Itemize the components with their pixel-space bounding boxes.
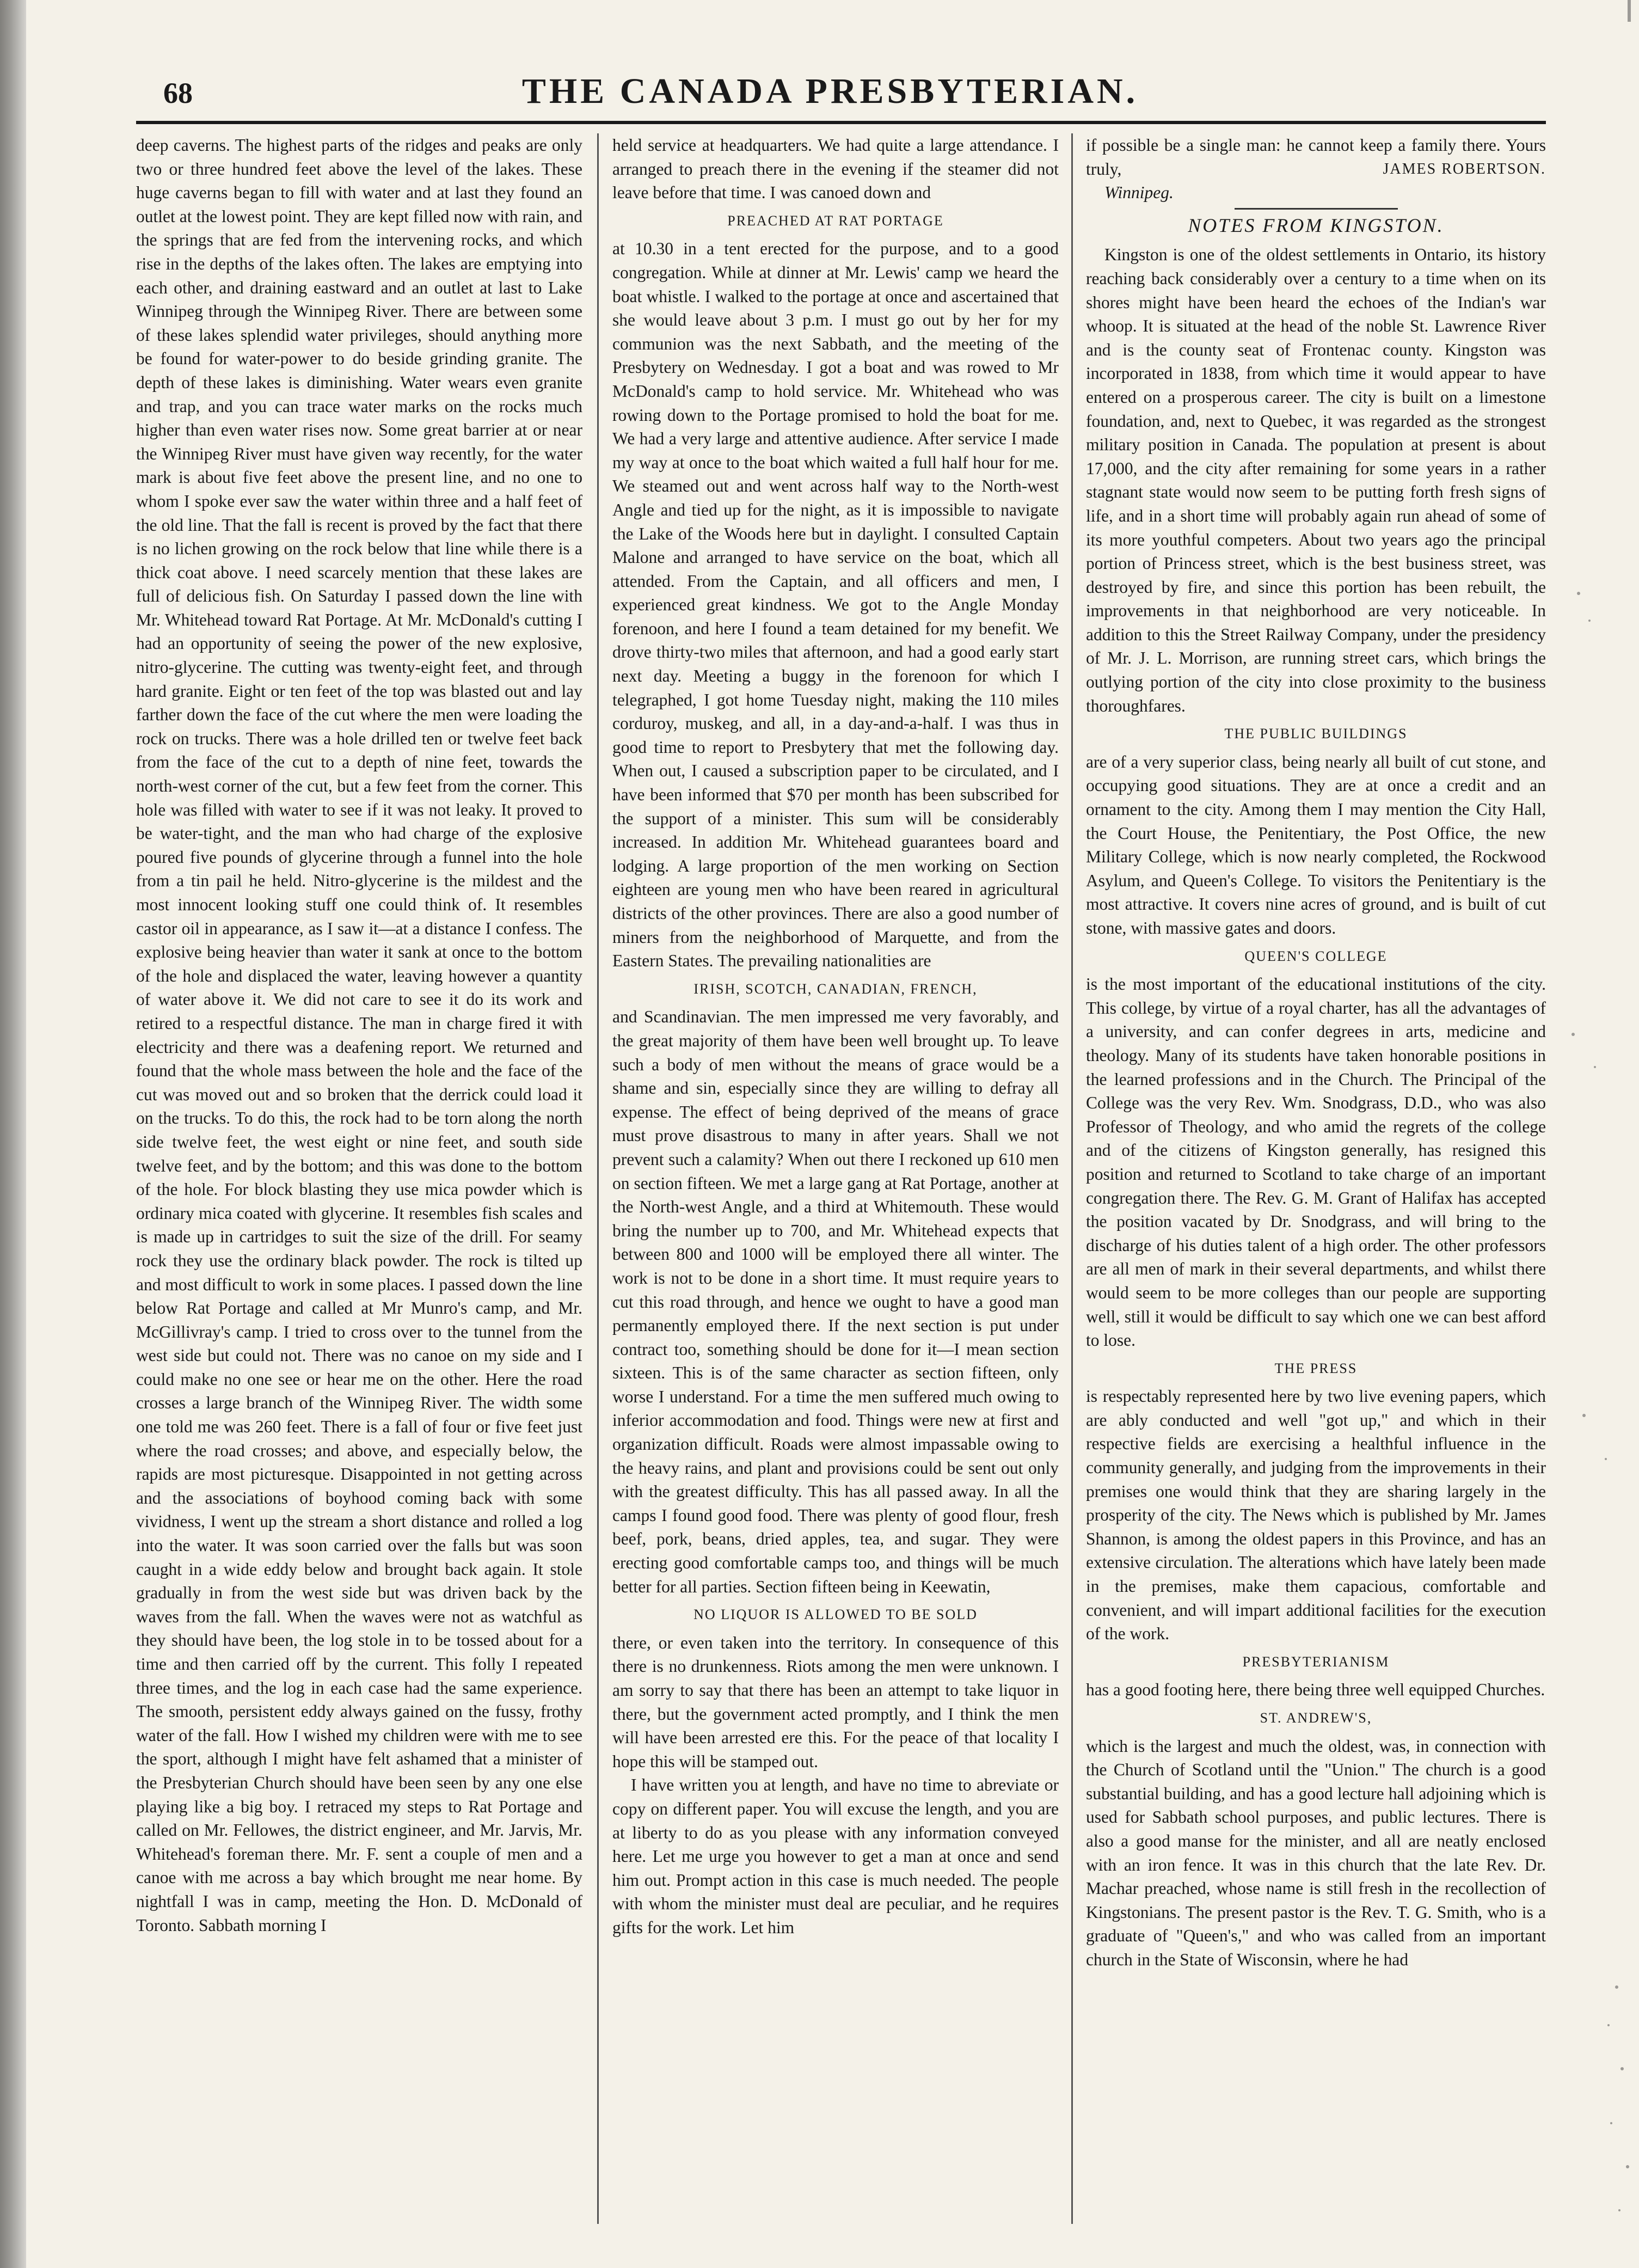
subheading-press: THE PRESS — [1274, 1360, 1358, 1376]
subheading-st-andrews: ST. ANDREW'S, — [1260, 1710, 1372, 1726]
paragraph: held service at headquarters. We had quite a large attendance. I arranged to preach there in the evening if the steamer did not leave before that time. I was canoed down and — [612, 136, 1059, 203]
masthead-title: THE CANADA PRESBYTERIAN. — [521, 71, 1139, 111]
closing-text: if possible be a single man: he cannot keep a family there. Yours truly, — [1086, 136, 1546, 179]
column-3 — [1086, 133, 1546, 2246]
signature-city: Winnipeg. — [1104, 183, 1174, 203]
paragraph: and Scandinavian. The men impressed me very favorably, and the great majority of them have been well brought up. To leave such a body of men without the means of grace would be a shame and sin, especially since they are willing to defray all expense. The effect of being deprived of the means of grace must prove disastrous to many in after years. Shall we not prevent such a calamity? When out there I reckoned up 610 men on section fifteen. We met a large gang at Rat Portage, another at the North-west Angle, and a third at Whitemouth. These would bring the number up to 700, and Mr. Whitehead expects that between 800 and 1000 will be employed there all winter. The work is not to be done in a short time. It must require years to cut this road through, and hence we ought to have a good man permanently employed there. If the next section is put under contract too, something should be done for it—I mean section sixteen. This is of the same character as section fifteen, only worse I understand. For a time the men suffered much owing to inferior accommodation and food. Things were new at first and organization difficult. Roads were almost impassable owing to the heavy rains, and plant and provisions could be sent out only with the greatest difficulty. This has all passed away. In all the camps I found good food. There was plenty of good flour, fresh beef, pork, beans, dried apples, tea, and sugar. They were erecting good comfortable camps too, and things will be much better for all parties. Section fifteen being in Keewatin, — [612, 1007, 1059, 1596]
column-1 — [136, 133, 582, 2246]
subheading-nationalities: IRISH, SCOTCH, CANADIAN, FRENCH, — [693, 980, 978, 997]
paragraph: deep caverns. The highest parts of the ridges and peaks are only two or three hundred feet above the level of the lakes. These huge caverns began to fill with water and at last they found an outlet at the lowest point. They are kept filled now with rain, and the springs that are fed from the intervening rocks, and which rise in the depths of the lakes often. The lakes are emptying into each other, and draining eastward and an outlet at last to Lake Winnipeg through the Winnipeg River. There are between some of these lakes splendid water privileges, should anything more be found for water-power to do beside grinding granite. The depth of these lakes is diminishing. Water wears even granite and trap, and you can trace water marks on the rocks much higher than even water rises now. Some great barrier at or near the Winnipeg River must have given way recently, for the water mark is about five feet above the present line, and no one to whom I spoke ever saw the water within three and a half feet of the old line. That the fall is recent is proved by the fact that there is no lichen growing on the rock below that line while there is a thick coat above. I need scarcely mention that these lakes are full of delicious fish. On Saturday I passed down the line with Mr. Whitehead toward Rat Portage. At Mr. McDonald's cutting I had an opportunity of seeing the power of the new explosive, nitro-glycerine. The cutting was twenty-eight feet, and through hard granite. Eight or ten feet of the top was blasted out and lay farther down the face of the cut where the men were loading the rock on trucks. There was a hole drilled ten or twelve feet back from the face of the cut to a depth of nine feet, towards the north-west corner of the cut, but a few feet from the corner. This hole was filled with water to see if it was not leaky. It proved to be water-tight, and the man who had charge of the explosive poured five pounds of glycerine through a funnel into the hole from a tin pail he held. Nitro-glycerine is the mildest and the most innocent looking stuff one could think of. It resembles castor oil in appearance, as I saw it—at a distance I confess. The explosive being heavier than water it sank at once to the bottom of the hole and displaced the water, leaving however a quantity of water above it. We did not care to see it do its work and retired to a respectful distance. The man in charge fired it with electricity and there was a deafening report. We returned and found that the whole mass between the hole and the face of the cut was moved out and so broken that the derrick could load it on the trucks. To do this, the rock had to be torn along the north side twelve feet, the west eight or nine feet, and south side twelve feet, and by the bottom; and this was done to the bottom of the hole. For block blasting they use mica powder which is ordinary mica coated with glycerine. It resembles fish scales and is made up in cartridges to suit the size of the drill. For seamy rock they use the ordinary black powder. The rock is tilted up and most difficult to work in some places. I passed down the line below Rat Portage and called at Mr Munro's camp, and Mr. McGillivray's camp. I tried to cross over to the tunnel from the west side but could not. There was no canoe on my side and I could make no one see or hear me on the other. Here the road crosses a large branch of the Winnipeg River. The width some one told me was 260 feet. There is a fall of four or five feet just where the road crosses; and above, and especially below, the rapids are most picturesque. Disappointed in not getting across and the associations of boyhood coming back with some vividness, I went up the stream a short distance and rolled a log into the water. It was soon carried over the falls but was soon caught in a wide eddy below and brought back again. It stole gradually in from the west side but was driven back by the waves from the fall. When the waves were not as watchful as they should have been, the log stole in to be tossed about for a time and then carried off by the current. This folly I repeated three times, and the log in each case had the same experience. The smooth, persistent eddy always gained on the fussy, frothy water of the fall. How I wished my children were with me to see the sport, although I might have felt ashamed that a minister of the Presbyterian Church should have been seen by any one else playing like a big boy. I retraced my steps to Rat Portage and called on Mr. Fellowes, the district engineer, and Mr. Jarvis, Mr. Whitehead's foreman there. Mr. F. sent a couple of men and a canoe with me across a bay which brought me near home. By nightfall I was in camp, meeting the Hon. D. McDonald of Toronto. Sabbath morning I — [136, 136, 582, 1935]
column-2 — [612, 133, 1059, 2246]
subheading-presbyterianism: PRESBYTERIANISM — [1242, 1653, 1390, 1670]
paragraph: there, or even taken into the territory. In consequence of this there is no drunkenness. Riots among the men were unknown. I am sorry to say that there has been an attempt to take liquor in there, but the government acted promptly, and I think the men will have been arrested ere this. For the peace of that locality I hope this will be stamped out. — [612, 1633, 1059, 1771]
scan-speckle — [1557, 0, 1639, 2268]
column-divider — [1071, 133, 1073, 2224]
header-rule — [136, 121, 1546, 124]
section-title: NOTES FROM KINGSTON. — [1188, 214, 1444, 236]
subheading-public-buildings: THE PUBLIC BUILDINGS — [1224, 726, 1408, 742]
page-header — [136, 71, 1524, 120]
column-divider — [597, 133, 599, 2224]
subheading-rat-portage: PREACHED AT RAT PORTAGE — [727, 212, 944, 229]
paragraph — [1086, 133, 1546, 181]
paragraph: which is the largest and much the oldest, was, in connection with the Church of Scotland until the "Union." The church is a good substantial building, and has a good lecture hall adjoining which is used for Sabbath school purposes, and public lectures. There is also a good manse for the minister, and all are neatly enclosed with an iron fence. It was in this church that the late Rev. Dr. Machar preached, whose name is still fresh in the recollection of Kingstonians. The present pastor is the Rev. T. G. Smith, who is a graduate of "Queen's," and who was called from an important church in the State of Wisconsin, where he had — [1086, 1736, 1546, 1969]
paragraph: has a good footing here, there being three well equipped Churches. — [1086, 1680, 1545, 1700]
signature-name: JAMES ROBERTSON. — [1383, 160, 1546, 177]
section-rule — [1235, 208, 1398, 210]
scan-binding-edge — [0, 0, 26, 2268]
paragraph: at 10.30 in a tent erected for the purpose, and to a good congregation. While at dinner at Mr. Lewis' camp we heard the boat whistle. I walked to the portage at once and ascertained that she would leave about 3 p.m. I must go out by her for my communion was the next Sabbath, and the meeting of the Presbytery on Wednesday. I got a boat and was rowed to Mr McDonald's camp to hold service. Mr. Whitehead who was rowing down to the Portage promised to hold the boat for me. We had a very large and attentive audience. After service I made my way at once to the boat which waited a full half hour for me. We steamed out and went across half way to the North-west Angle and tied up for the night, as it is impossible to navigate the Lake of the Woods here but in daylight. I consulted Captain Malone and arranged to have service on the boat, which all attended. From the Captain, and all officers and men, I experienced great kindness. We got to the Angle Monday forenoon, and here I found a team detained for my benefit. We drove thirty-two miles that afternoon, and had a good early start next day. Meeting a buggy in the forenoon for which I telegraphed, I got home Tuesday night, making the 110 miles corduroy, muskeg, and all, in a day-and-a-half. I was thus in good time to report to Presbytery that met the following day. When out, I caused a subscription paper to be circulated, and I have been informed that $70 per month has been subscribed for the support of a minister. This sum will be considerably increased. In addition Mr. Whitehead guarantees board and lodging. A large proportion of the men working on Section eighteen are young men who have been reared in agricultural districts of the other provinces. There are also a good number of miners from the neighborhood of Marquette, and from the Eastern States. The prevailing nationalities are — [612, 239, 1059, 971]
paragraph: I have written you at length, and have no time to abreviate or copy on different paper. You will excuse the length, and you are at liberty to do as you please with any information conveyed here. Let me urge you however to get a man at once and send him out. Prompt action in this case is much needed. The people with whom the minister must deal are peculiar, and he requires gifts for the work. Let him — [612, 1775, 1059, 1937]
paragraph: are of a very superior class, being nearly all built of cut stone, and occupying good situations. They are at once a credit and an ornament to the city. Among them I may mention the City Hall, the Court House, the Penitentiary, the Post Office, the new Military College, which is now nearly completed, the Rockwood Asylum, and Queen's College. To visitors the Penitentiary is the most attractive. It covers nine acres of ground, and is built of cut stone, with massive gates and doors. — [1086, 752, 1546, 937]
paragraph: is respectably represented here by two live evening papers, which are ably conducted and well "got up," and which in their respective fields are exercising a healthful influence in the community generally, and judging from the improvements in their premises one would think that they are sharing largely in the prosperity of the city. The News which is published by Mr. James Shannon, is among the oldest papers in this Province, and has an extensive circulation. The alterations which have lately been made in the premises, make them capacious, comfortable and convenient, and will impart additional facilities for the execution of the work. — [1086, 1387, 1546, 1644]
subheading-queens-college: QUEEN'S COLLEGE — [1244, 948, 1388, 964]
paragraph: is the most important of the educational institutions of the city. This college, by virtue of a royal charter, has all the advantages of a university, and can confer degrees in arts, medicine and theology. Many of its students have taken honorable positions in the learned professions and in the Church. The Principal of the College was the very Rev. Wm. Snodgrass, D.D., who was also Professor of Theology, and who amid the regrets of the college and of the citizens of Kingston generally, has resigned this position and returned to Scotland to take charge of an important congregation there. The Rev. G. M. Grant of Halifax has accepted the position vacated by Dr. Snodgrass, and will bring to the discharge of his duties talent of a high order. The other professors are all men of mark in their several departments, and whilst there would seem to be more colleges than our people are supporting well, still it would be difficult to say which one we can best afford to lose. — [1086, 974, 1546, 1350]
subheading-no-liquor: NO LIQUOR IS ALLOWED TO BE SOLD — [693, 1607, 978, 1623]
page-number: 68 — [163, 77, 193, 109]
paragraph: Kingston is one of the oldest settlements in Ontario, its history reaching back considerably over a century to a time when on its shores might have been heard the echoes of the Indian's war whoop. It is situated at the head of the noble St. Lawrence River and is the county seat of Frontenac county. Kingston was incorporated in 1838, from which time it would appear to have entered on a prosperous career. The city is built on a limestone foundation, and, next to Quebec, it was regarded as the strongest military position in Canada. The population at present is about 17,000, and the city after remaining for some years in a rather stagnant state would now seem to be putting forth fresh signs of life, and in a short time will probably again run ahead of some of its more youthful competers. About two years ago the principal portion of Princess street, which is the best business street, was destroyed by fire, and since this portion has been rebuilt, the improvements in that neighborhood are very noticeable. In addition to this the Street Railway Company, under the presidency of Mr. J. L. Morrison, are running street cars, which brings the outlying portion of the city into close proximity to the business thoroughfares. — [1086, 245, 1546, 715]
